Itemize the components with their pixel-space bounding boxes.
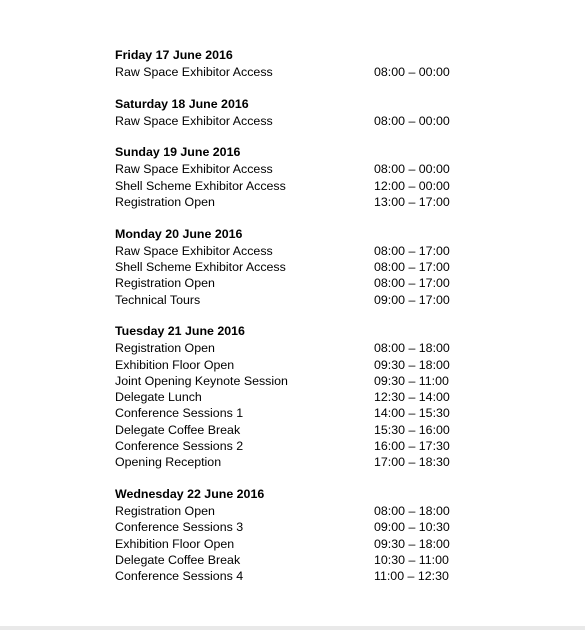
event-time: 12:30 – 14:00 — [374, 390, 450, 405]
schedule-row — [115, 536, 515, 552]
schedule-day — [115, 47, 515, 80]
event-label: Registration Open — [115, 341, 215, 356]
day-heading: Tuesday 21 June 2016 — [115, 324, 245, 339]
schedule-row — [115, 194, 515, 210]
schedule-row — [115, 552, 515, 568]
event-time: 14:00 – 15:30 — [374, 406, 450, 421]
event-label: Conference Sessions 3 — [115, 520, 244, 535]
event-time: 08:00 – 18:00 — [374, 504, 450, 518]
day-spacer — [115, 308, 515, 323]
event-label: Registration Open — [115, 504, 215, 518]
event-label: Raw Space Exhibitor Access — [115, 113, 273, 128]
event-time: 08:00 – 17:00 — [374, 276, 450, 291]
event-time: 09:30 – 18:00 — [374, 357, 450, 372]
schedule-row — [115, 178, 515, 194]
event-time: 13:00 – 17:00 — [374, 194, 450, 209]
schedule-row — [115, 454, 515, 470]
schedule-row — [115, 357, 515, 373]
day-heading: Saturday 18 June 2016 — [115, 96, 249, 111]
schedule-row — [115, 405, 515, 421]
event-time: 08:00 – 17:00 — [374, 259, 450, 274]
schedule-row — [115, 340, 515, 356]
event-label: Exhibition Floor Open — [115, 536, 235, 551]
day-heading: Friday 17 June 2016 — [115, 48, 233, 62]
event-label: Exhibition Floor Open — [115, 357, 235, 372]
event-time: 15:30 – 16:00 — [374, 422, 450, 437]
schedule-row — [115, 389, 515, 405]
day-spacer — [115, 80, 515, 95]
day-heading: Wednesday 22 June 2016 — [115, 487, 265, 501]
schedule-row — [115, 113, 515, 129]
event-label: Delegate Coffee Break — [115, 422, 241, 437]
event-label: Shell Scheme Exhibitor Access — [115, 259, 286, 274]
day-spacer — [115, 210, 515, 225]
schedule-row — [115, 438, 515, 454]
event-time: 08:00 – 17:00 — [374, 243, 450, 258]
day-heading: Sunday 19 June 2016 — [115, 145, 241, 160]
schedule-row — [115, 243, 515, 259]
event-time: 09:00 – 10:30 — [374, 520, 450, 535]
schedule-row — [115, 503, 515, 519]
day-spacer — [115, 471, 515, 486]
schedule-row — [115, 64, 515, 80]
event-label: Conference Sessions 4 — [115, 569, 244, 584]
event-label: Joint Opening Keynote Session — [115, 373, 288, 388]
event-label: Raw Space Exhibitor Access — [115, 65, 273, 79]
schedule-row — [115, 422, 515, 438]
schedule-day — [115, 486, 515, 584]
event-time: 16:00 – 17:30 — [374, 439, 450, 454]
event-label: Technical Tours — [115, 292, 201, 307]
event-label: Registration Open — [115, 276, 215, 291]
event-label: Delegate Coffee Break — [115, 552, 241, 567]
event-schedule — [115, 47, 515, 584]
event-time: 10:30 – 11:00 — [374, 552, 449, 567]
schedule-day — [115, 226, 515, 308]
schedule-row — [115, 292, 515, 308]
schedule-row — [115, 373, 515, 389]
day-heading: Monday 20 June 2016 — [115, 226, 243, 241]
event-label: Delegate Lunch — [115, 390, 202, 405]
event-time: 09:00 – 17:00 — [374, 292, 450, 307]
event-time: 08:00 – 00:00 — [374, 162, 450, 177]
event-label: Raw Space Exhibitor Access — [115, 162, 273, 177]
schedule-day — [115, 96, 515, 129]
event-label: Opening Reception — [115, 455, 222, 470]
page-bottom-edge — [0, 626, 585, 630]
schedule-row — [115, 519, 515, 535]
event-label: Shell Scheme Exhibitor Access — [115, 178, 286, 193]
event-time: 09:30 – 11:00 — [374, 373, 449, 388]
schedule-row — [115, 161, 515, 177]
schedule-day — [115, 323, 515, 470]
schedule-row — [115, 259, 515, 275]
event-time: 11:00 – 12:30 — [374, 569, 449, 584]
event-time: 08:00 – 00:00 — [374, 65, 450, 79]
event-time: 09:30 – 18:00 — [374, 536, 450, 551]
schedule-row — [115, 275, 515, 291]
event-time: 08:00 – 00:00 — [374, 113, 450, 128]
schedule-day — [115, 144, 515, 210]
event-label: Raw Space Exhibitor Access — [115, 243, 273, 258]
event-time: 12:00 – 00:00 — [374, 178, 450, 193]
day-spacer — [115, 129, 515, 144]
event-time: 17:00 – 18:30 — [374, 455, 450, 470]
event-label: Registration Open — [115, 194, 215, 209]
event-time: 08:00 – 18:00 — [374, 341, 450, 356]
event-label: Conference Sessions 2 — [115, 439, 244, 454]
schedule-row — [115, 568, 515, 584]
event-label: Conference Sessions 1 — [115, 406, 244, 421]
